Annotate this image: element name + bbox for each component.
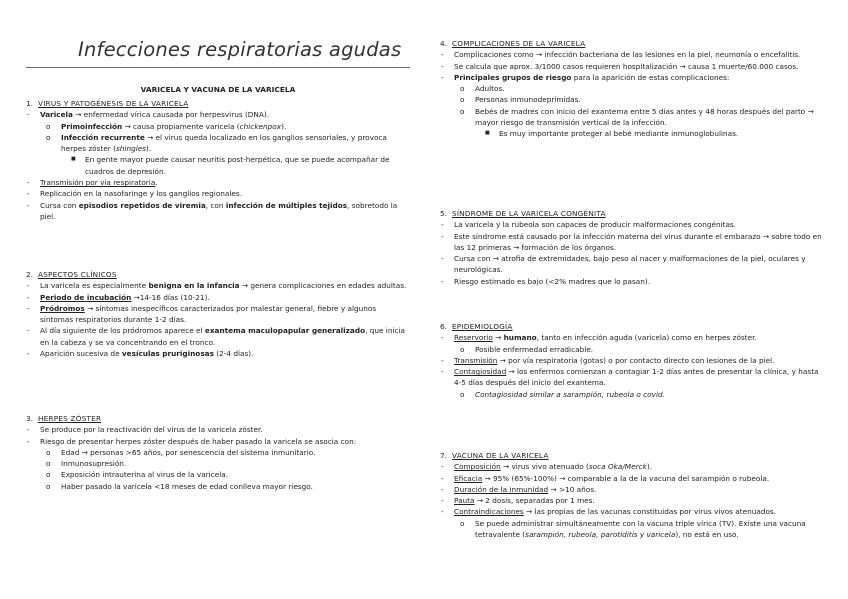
list-item: o Exposición intrauterina al virus de la varicela.: [46, 470, 229, 480]
section-title: ASPECTOS CLÍNICOS: [38, 270, 117, 279]
circle-marker: o: [460, 518, 465, 528]
dash-marker: -: [27, 425, 30, 435]
circle-marker: o: [460, 389, 465, 399]
dash-marker: -: [27, 200, 30, 210]
list-item: o Primoinfección → causa propiamente varicela (chickenpox).: [46, 121, 287, 131]
dash-marker: -: [441, 72, 444, 82]
section-heading: [440, 38, 826, 49]
list-item: - Pródromos → síntomas inespecíficos caracterizados por malestar general, fiebre y algunos síntomas respiratorios durante 1-2 días.: [27, 303, 377, 325]
section-2: [26, 269, 410, 359]
list-item: - Periodo de incubación →14-16 días (10-21).: [27, 292, 210, 302]
section-number: 4.: [440, 39, 447, 48]
list-item: o Inmunosupresión.: [46, 459, 127, 469]
dash-marker: -: [441, 507, 444, 517]
section-title: VACUNA DE LA VARICELA: [452, 451, 549, 460]
dash-marker: -: [27, 349, 30, 359]
document-subtitle: VARICELA Y VACUNA DE LA VARICELA: [140, 85, 296, 94]
section-number: 5.: [440, 209, 447, 218]
list-item: o Haber pasado la varicela <18 meses de edad conlleva mayor riesgo.: [46, 481, 313, 491]
list-item: - Se calcula que aprox. 3/1000 casos requieren hospitalización → causa 1 muerte/60.000 casos.: [441, 61, 799, 71]
list-item: - Contagiosidad → los enfermos comienzan a contagiar 1-2 días antes de presentar la clínica, y hasta 4-5 días después del inicio del exantema.: [441, 367, 819, 388]
section-number: 7.: [440, 451, 447, 460]
section-5: [440, 208, 826, 287]
circle-marker: o: [46, 447, 51, 457]
section-6: [440, 321, 826, 400]
section-title: COMPLICACIONES DE LA VARICELA: [452, 39, 586, 48]
circle-marker: o: [46, 121, 51, 131]
list-item: - Eficacia → 95% (65%-100%) → comparable a la de la vacuna del sarampión o rubeola.: [441, 473, 770, 483]
circle-marker: o: [46, 459, 51, 469]
list-item: o Personas inmunodeprimidas.: [460, 95, 581, 105]
list-item: - Complicaciones como → infección bacteriana de las lesiones en la piel, neumonía o encefalitis.: [441, 50, 801, 60]
list-item: - Riesgo de presentar herpes zóster después de haber pasado la varicela se asocia con:: [27, 436, 357, 446]
section-3: [26, 413, 410, 492]
dash-marker: -: [441, 220, 444, 230]
list-item: - Transmisión por vía respiratoria.: [27, 178, 158, 188]
square-marker: ■: [485, 130, 490, 137]
section-heading: [440, 208, 826, 219]
dash-marker: -: [441, 61, 444, 71]
list-item: - Replicación en la nasofaringe y los ganglios regionales.: [27, 189, 243, 199]
dash-marker: -: [27, 178, 30, 188]
list-item: ■ En gente mayor puede causar neuritis post-herpética, que se puede acompañar de cuadros de depresión.: [71, 155, 390, 176]
list-item: - Riesgo estimado es bajo (<2% madres que lo pasan).: [441, 276, 651, 286]
dash-marker: -: [441, 254, 444, 264]
list-item: o Infección recurrente → el virus queda localizado en los ganglios sensoriales, y provoca herpes zóster (shingles).: [46, 132, 387, 154]
list-item: - Aparición sucesiva de vesículas pruriginosas (2-4 días).: [27, 349, 254, 359]
title-divider: [26, 67, 410, 68]
dash-marker: -: [441, 496, 444, 506]
circle-marker: o: [460, 84, 465, 94]
section-heading: [26, 98, 410, 109]
dash-marker: -: [27, 292, 30, 302]
dash-marker: -: [441, 473, 444, 483]
list-item: - La varicela es especialmente benigna en la infancia → genera complicaciones en edades adultas.: [27, 281, 407, 291]
list-item: o Posible enfermedad erradicable.: [460, 344, 594, 354]
dash-marker: -: [441, 333, 444, 343]
list-item: - Transmisión → por vía respiratoria (gotas) o por contacto directo con lesiones de la piel.: [441, 355, 775, 365]
square-marker: ■: [71, 156, 76, 163]
list-item: - Reservorio → humano, tanto en infección aguda (varicela) como en herpes zóster.: [441, 333, 757, 343]
circle-marker: o: [46, 470, 51, 480]
section-number: 6.: [440, 322, 447, 331]
list-item: - Contraindicaciones → las propias de las vacunas constituidas por virus vivos atenuados.: [441, 507, 777, 517]
dash-marker: -: [441, 50, 444, 60]
section-heading: [440, 450, 826, 461]
dash-marker: -: [441, 462, 444, 472]
list-item: o Edad → personas >65 años, por senescencia del sistema inmunitario.: [46, 447, 316, 457]
dash-marker: -: [441, 355, 444, 365]
section-heading: [26, 269, 410, 280]
section-number: 3.: [26, 414, 33, 423]
list-item: - Principales grupos de riesgo para la aparición de estas complicaciones:: [441, 72, 730, 82]
list-item: - Cursa con → atrofia de extremidades, bajo peso al nacer y malformaciones de la piel, oculares y neurológicas.: [441, 254, 806, 275]
dash-marker: -: [27, 281, 30, 291]
list-item: - La varicela y la rubeola son capaces de producir malformaciones congénitas.: [441, 220, 737, 230]
dash-marker: -: [441, 484, 444, 494]
list-item: - Varicela → enfermedad vírica causada por herpesvirus (DNA).: [27, 110, 270, 120]
dash-marker: -: [27, 189, 30, 199]
circle-marker: o: [460, 95, 465, 105]
section-1: [26, 98, 410, 222]
section-7: [440, 450, 826, 540]
dash-marker: -: [441, 276, 444, 286]
list-item: - Este síndrome está causado por la infección materna del virus durante el embarazo → sobre todo en las 12 primeras → formación de los órganos.: [441, 231, 822, 252]
list-item: ■ Es muy importante proteger al bebé mediante inmunoglobulinas.: [485, 129, 739, 139]
list-item: - Pauta → 2 dosis, separadas por 1 mes.: [441, 496, 595, 506]
section-heading: [26, 413, 410, 424]
circle-marker: o: [460, 106, 465, 116]
section-title: HERPES ZÓSTER: [38, 414, 102, 423]
list-item: o Se puede administrar simultáneamente con la vacuna triple vírica (TV). Existe una vacuna tetravalente (sarampión, rubeola, parotiditis y varicela), no está en uso.: [460, 518, 806, 540]
list-item: o Bebés de madres con inicio del exantema entre 5 días antes y 48 horas después del parto → mayor riesgo de transmisión vertical de la infección.: [460, 106, 814, 128]
dash-marker: -: [441, 231, 444, 241]
dash-marker: -: [27, 303, 30, 313]
page-title: Infecciones respiratorias agudas: [78, 38, 402, 61]
list-item: - Al día siguiente de los pródromos aparece el exantema maculopapular generalizado, que inicia en la cabeza y se va concentrando en el tronco.: [27, 326, 405, 347]
circle-marker: o: [46, 481, 51, 491]
list-item: - Duración de la inmunidad → >10 años.: [441, 484, 597, 494]
section-4: [440, 38, 826, 140]
list-item: o Adultos.: [460, 84, 505, 94]
section-number: 1.: [26, 99, 33, 108]
dash-marker: -: [441, 367, 444, 377]
dash-marker: -: [27, 436, 30, 446]
list-item: o Contagiosidad similar a sarampión, rubeola o covid.: [460, 389, 665, 399]
list-item: - Composición → virus vivo atenuado (soca Oka/Merck).: [441, 462, 653, 472]
dash-marker: -: [27, 326, 30, 336]
list-item: - Cursa con episodios repetidos de viremia, con infección de múltiples tejidos, sobretodo la piel.: [27, 200, 398, 221]
circle-marker: o: [46, 132, 51, 142]
list-item: - Se produce por la reactivación del virus de la varicela zóster.: [27, 425, 263, 435]
section-number: 2.: [26, 270, 33, 279]
circle-marker: o: [460, 344, 465, 354]
section-heading: [440, 321, 826, 332]
dash-marker: -: [27, 110, 30, 120]
section-title: EPIDEMIOLOGÍA: [452, 322, 513, 331]
section-title: VIRUS Y PATOGÉNESIS DE LA VARICELA: [38, 99, 189, 108]
section-title: SÍNDROME DE LA VARICELA CONGÉNITA: [452, 209, 606, 218]
